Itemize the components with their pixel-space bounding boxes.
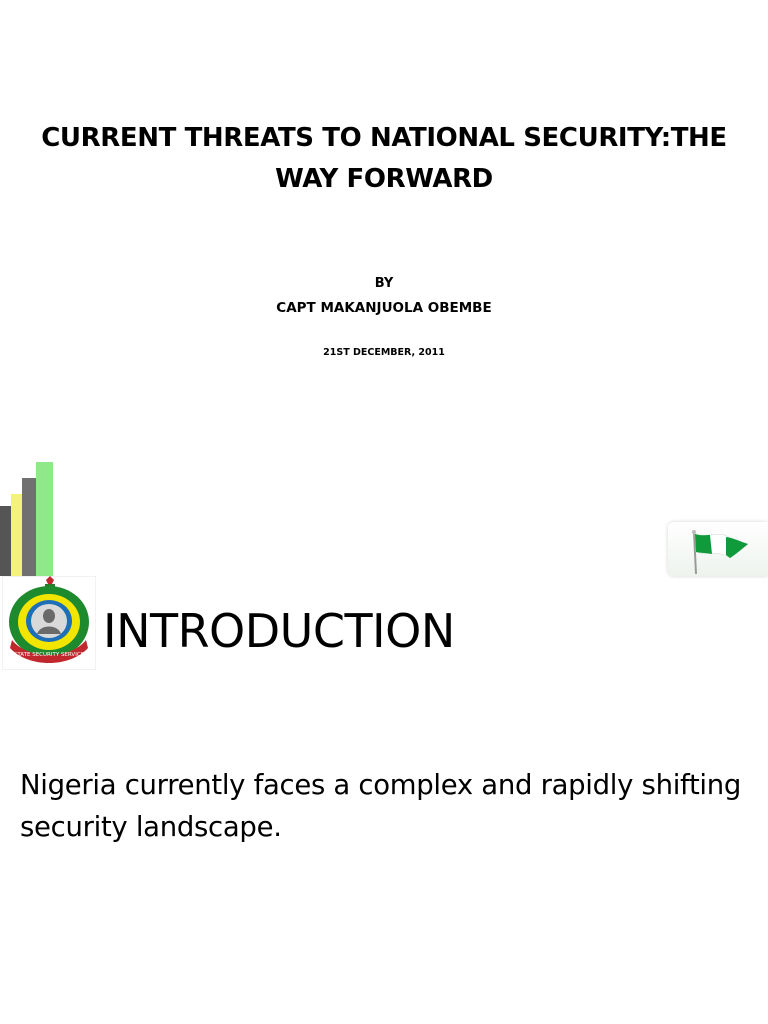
- flag-panel: [668, 522, 768, 576]
- decorative-bars-icon: [0, 460, 60, 576]
- author-name: CAPT MAKANJUOLA OBEMBE: [276, 300, 492, 316]
- emblem-ring-text: STATE SECURITY SERVICE: [13, 652, 85, 658]
- introduction-slide: [0, 576, 768, 1024]
- presentation-date: 21ST DECEMBER, 2011: [323, 347, 445, 358]
- by-label: BY: [374, 276, 394, 291]
- presentation-title: CURRENT THREATS TO NATIONAL SECURITY:THE WAY FORWARD: [41, 123, 727, 194]
- bar-green: [36, 462, 53, 576]
- body-paragraph: Nigeria currently faces a complex and rapidly shifting security landscape.: [20, 769, 742, 843]
- state-security-service-emblem: [2, 576, 96, 670]
- nigeria-flag-icon: [668, 522, 768, 576]
- section-heading: INTRODUCTION: [103, 604, 455, 658]
